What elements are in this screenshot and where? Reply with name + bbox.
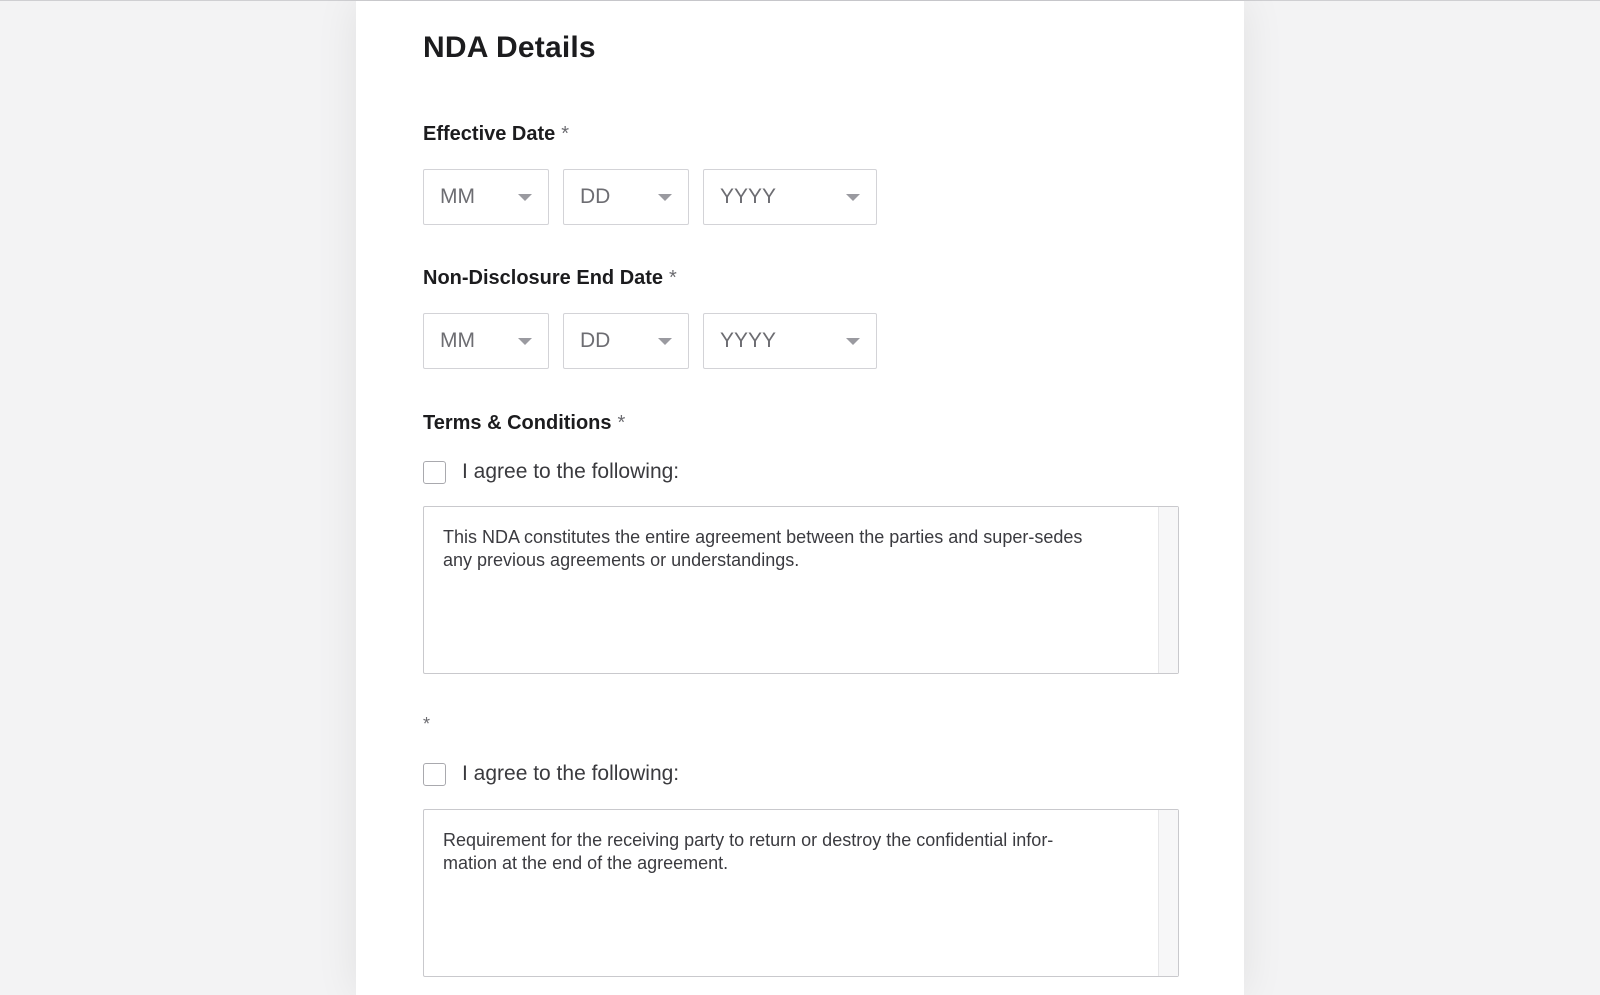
- effective-date-row: [423, 169, 877, 225]
- agreement-1-text: This NDA constitutes the entire agreement between the parties and super-sedes any previous agreements or understandings.: [443, 527, 1083, 570]
- effective-date-label: [423, 123, 569, 146]
- effective-date-year-select[interactable]: [703, 169, 877, 225]
- agreement-2-row: [423, 762, 679, 786]
- month-placeholder: MM: [440, 185, 475, 208]
- effective-date-day-select[interactable]: [563, 169, 689, 225]
- required-marker: *: [669, 267, 677, 289]
- agreement-2-checkbox[interactable]: [423, 763, 446, 786]
- agreement-1-checkbox[interactable]: [423, 461, 446, 484]
- agreement-2-checkbox-label[interactable]: I agree to the following:: [462, 762, 680, 785]
- year-placeholder: YYYY: [720, 185, 777, 208]
- agreement-1-row: [423, 460, 679, 484]
- day-placeholder: DD: [580, 329, 611, 352]
- chevron-down-icon: [846, 338, 860, 345]
- month-placeholder: MM: [440, 329, 475, 352]
- scrollbar[interactable]: [1158, 507, 1178, 673]
- agreement-2-terms-box[interactable]: [423, 809, 1179, 977]
- terms-label-text: Terms & Conditions: [423, 412, 612, 434]
- required-marker: *: [561, 123, 570, 145]
- effective-date-label-text: Effective Date: [423, 123, 556, 145]
- agreement-2-label: [423, 714, 430, 735]
- agreement-1-terms-box[interactable]: [423, 506, 1179, 674]
- end-date-label: [423, 267, 677, 290]
- chevron-down-icon: [846, 194, 860, 201]
- agreement-1-checkbox-label[interactable]: I agree to the following:: [462, 460, 680, 483]
- chevron-down-icon: [518, 338, 532, 345]
- end-date-month-select[interactable]: [423, 313, 549, 369]
- effective-date-month-select[interactable]: [423, 169, 549, 225]
- form-page: [356, 1, 1244, 995]
- end-date-label-text: Non-Disclosure End Date: [423, 267, 664, 289]
- chevron-down-icon: [518, 194, 532, 201]
- required-marker: *: [617, 412, 626, 434]
- year-placeholder: YYYY: [720, 329, 777, 352]
- scrollbar[interactable]: [1158, 810, 1178, 976]
- chevron-down-icon: [658, 338, 672, 345]
- page-title: NDA Details: [423, 31, 596, 64]
- chevron-down-icon: [658, 194, 672, 201]
- day-placeholder: DD: [580, 185, 611, 208]
- end-date-day-select[interactable]: [563, 313, 689, 369]
- terms-label: [423, 412, 625, 435]
- end-date-row: [423, 313, 877, 369]
- required-marker: *: [423, 714, 431, 734]
- agreement-2-text: Requirement for the receiving party to return or destroy the confidential infor-mation at the end of the agreement.: [443, 830, 1054, 873]
- end-date-year-select[interactable]: [703, 313, 877, 369]
